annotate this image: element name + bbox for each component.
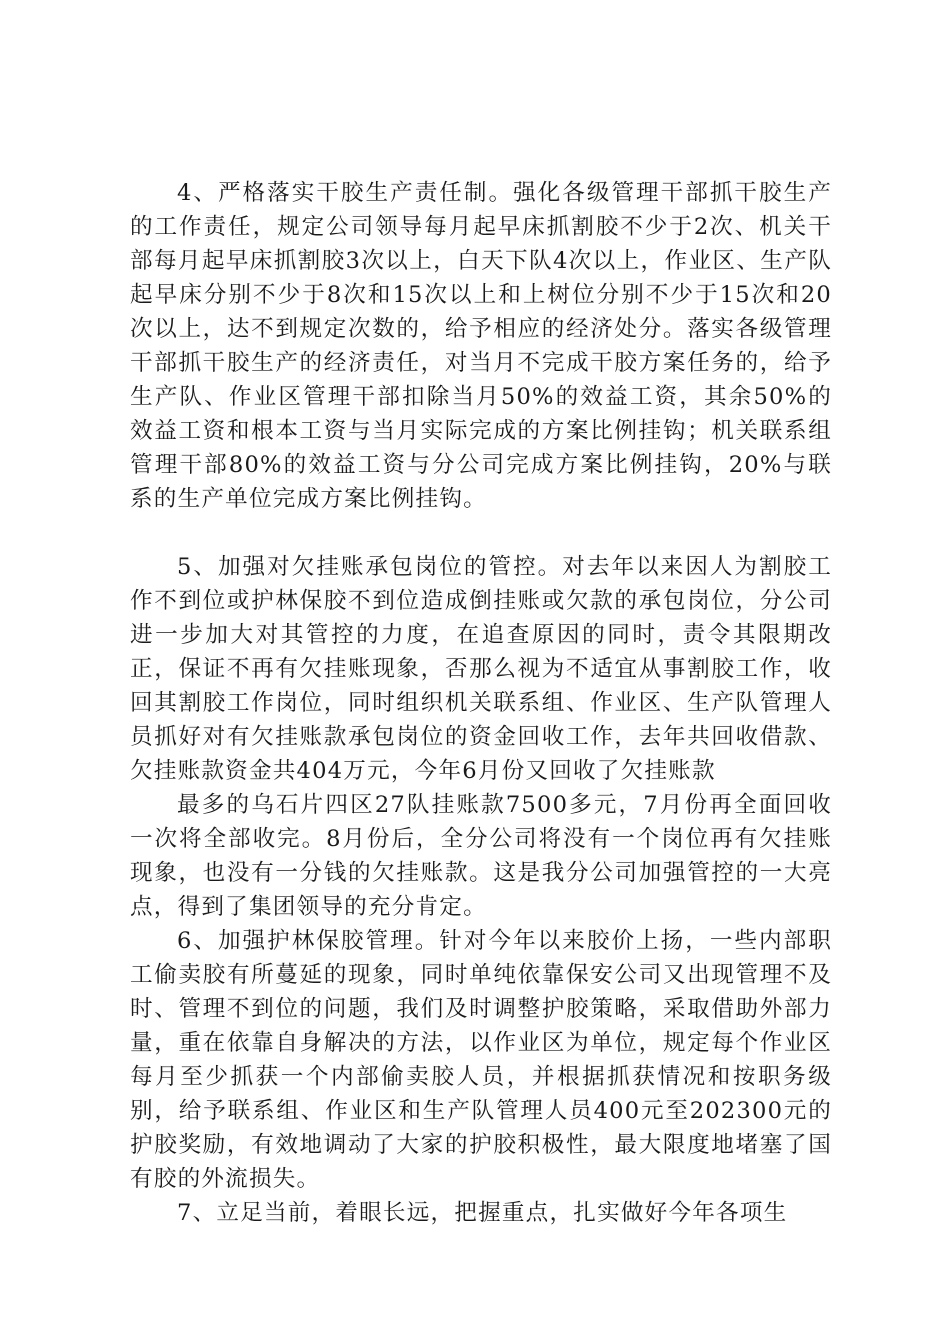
paragraph-5-continued: 最多的乌石片四区27队挂账款7500多元，7月份再全面回收一次将全部收完。8月份后，全分公司将没有一个岗位再有欠挂账现象，也没有一分钱的欠挂账款。这是我分公司加强管控的一大亮点，得到了集团领导的充分肯定。	[130, 792, 832, 920]
paragraph-5: 5、加强对欠挂账承包岗位的管控。对去年以来因人为割胶工作不到位或护林保胶不到位造成倒挂账或欠款的承包岗位，分公司进一步加大对其管控的力度，在追查原因的同时，责令其限期改正，保证不再有欠挂账现象，否那么视为不适宜从事割胶工作，收回其割胶工作岗位，同时组织机关联系组、作业区、生产队管理人员抓好对有欠挂账款承包岗位的资金回收工作，去年共回收借款、欠挂账款资金共404万元，今年6月份又回收了欠挂账款	[130, 554, 832, 784]
paragraph-4: 4、严格落实干胶生产责任制。强化各级管理干部抓干胶生产的工作责任，规定公司领导每月起早床抓割胶不少于2次、机关干部每月起早床抓割胶3次以上，白天下队4次以上，作业区、生产队起早床分别不少于8次和15次以上和上树位分别不少于15次和20次以上，达不到规定次数的，给予相应的经济处分。落实各级管理干部抓干胶生产的经济责任，对当月不完成干胶方案任务的，给予生产队、作业区管理干部扣除当月50%的效益工资，其余50%的效益工资和根本工资与当月实际完成的方案比例挂钩；机关联系组管理干部80%的效益工资与分公司完成方案比例挂钩，20%与联系的生产单位完成方案比例挂钩。	[130, 180, 832, 512]
paragraph-6: 6、加强护林保胶管理。针对今年以来胶价上扬，一些内部职工偷卖胶有所蔓延的现象，同时单纯依靠保安公司又出现管理不及时、管理不到位的问题，我们及时调整护胶策略，采取借助外部力量，重在依靠自身解决的方法，以作业区为单位，规定每个作业区每月至少抓获一个内部偷卖胶人员，并根据抓获情况和按职务级别，给予联系组、作业区和生产队管理人员400元至202300元的护胶奖励，有效地调动了大家的护胶积极性，最大限度地堵塞了国有胶的外流损失。	[130, 928, 832, 1192]
paragraph-7: 7、立足当前，着眼长远，把握重点，扎实做好今年各项生	[177, 1200, 788, 1226]
paragraph-spacer	[130, 516, 832, 550]
document-page	[130, 176, 832, 1230]
